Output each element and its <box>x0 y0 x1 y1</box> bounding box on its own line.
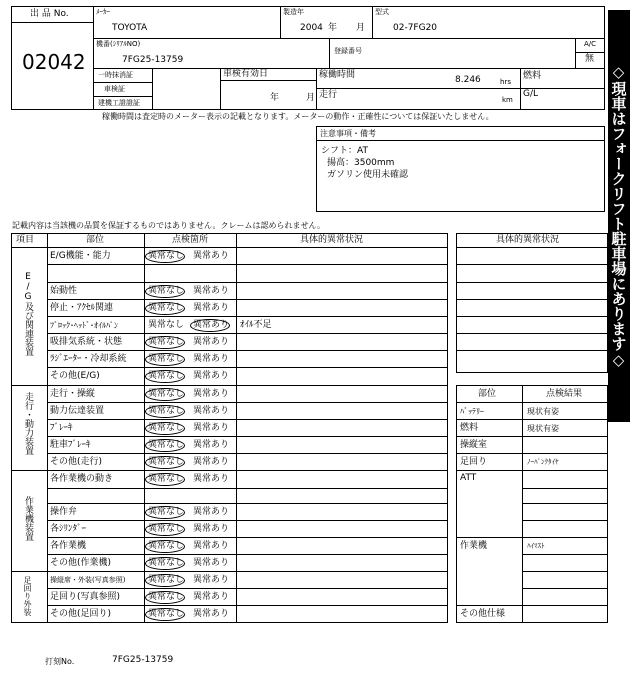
notes-label: 注意事項・備考 <box>320 129 376 138</box>
divider <box>522 588 608 589</box>
divider <box>456 264 608 265</box>
divider <box>11 385 448 386</box>
check-circle-mark <box>145 506 185 519</box>
hours-label: 稼働時間 <box>319 70 356 80</box>
right-battery-value: 現状有姿 <box>527 407 559 416</box>
right-battery: ﾊﾞｯﾃﾘｰ <box>460 407 484 416</box>
notes-line-3: ガソリン使用未確認 <box>327 170 409 180</box>
maker-label: ﾒｰｶｰ <box>96 8 110 16</box>
check-circle-mark <box>145 370 185 383</box>
header-part: 部位 <box>86 235 105 245</box>
shaken-label: 車検証 <box>104 85 125 93</box>
check-normal-yes: 異常あり <box>193 592 230 602</box>
divider <box>456 453 608 454</box>
row-cabin-exterior: 操縦席・外装(写真参照) <box>50 576 126 584</box>
divider <box>220 68 221 110</box>
divider <box>93 38 605 39</box>
insp-year-unit: 年 <box>270 93 280 103</box>
row-block-head: ﾌﾞﾛｯｸ･ﾍｯﾄﾞ･ｵｲﾙﾊﾟﾝ <box>50 321 118 330</box>
hours-unit: hrs <box>500 78 511 86</box>
check-normal-none: 異常なし <box>148 320 185 330</box>
right-part-label: 部位 <box>478 389 497 399</box>
group-work: 作業機装置 <box>23 496 33 541</box>
divider <box>575 38 576 68</box>
row-intake-exhaust: 吸排気系統・状態 <box>50 337 123 347</box>
check-circle-mark <box>145 591 185 604</box>
check-circle-mark <box>145 540 185 553</box>
disclaimer-quality: 記載内容は当該機の品質を保証するものではありません。クレームは認められません。 <box>12 221 325 230</box>
divider <box>47 554 448 555</box>
group-foot: 足回り外装 <box>23 576 32 616</box>
check-circle-mark <box>145 302 185 315</box>
divider <box>11 571 448 572</box>
check-normal-none: 異常なし <box>148 575 185 585</box>
check-normal-none: 異常なし <box>148 592 185 602</box>
divider <box>47 316 448 317</box>
divider <box>11 22 93 23</box>
check-circle-mark <box>145 353 185 366</box>
mileage-label: 走行 <box>319 90 338 100</box>
check-normal-yes: 異常あり <box>193 251 230 261</box>
divider <box>47 282 448 283</box>
check-circle-mark <box>145 250 185 263</box>
check-normal-none: 異常なし <box>148 524 185 534</box>
divider <box>316 68 317 110</box>
check-circle-mark <box>145 285 185 298</box>
divider <box>47 333 448 334</box>
divider <box>47 488 448 489</box>
ac-label: A/C <box>584 40 597 48</box>
check-normal-yes: 異常あり <box>193 423 230 433</box>
check-normal-none: 異常なし <box>148 251 185 261</box>
divider <box>47 588 448 589</box>
divider <box>456 350 608 351</box>
row-undercarriage: 足回り(写真参照) <box>50 592 121 602</box>
check-normal-yes: 異常あり <box>193 575 230 585</box>
check-normal-yes: 異常あり <box>193 337 230 347</box>
divider <box>456 470 608 471</box>
check-normal-none: 異常なし <box>148 440 185 450</box>
row-block-head-detail: ｵｲﾙ不足 <box>240 320 272 330</box>
row-driving: 走行・操縦 <box>50 389 96 399</box>
row-other-eg: その他(E/G) <box>50 371 100 381</box>
check-normal-yes: 異常あり <box>193 354 230 364</box>
reg-label: 登録番号 <box>334 47 362 55</box>
check-normal-none: 異常なし <box>148 558 185 568</box>
divider <box>522 488 608 489</box>
divider <box>47 367 448 368</box>
right-cabin: 操縦室 <box>460 440 488 450</box>
inspection-label: 車検有効日 <box>223 69 269 79</box>
right-work: 作業機 <box>460 541 488 551</box>
divider <box>456 402 608 403</box>
check-normal-yes: 異常あり <box>193 558 230 568</box>
divider <box>372 6 373 38</box>
right-work-value: ﾊｲﾏｽﾄ <box>527 542 545 550</box>
check-normal-yes: 異常あり <box>193 457 230 467</box>
check-normal-yes: 異常あり <box>193 609 230 619</box>
divider <box>236 233 237 623</box>
divider <box>329 38 330 68</box>
divider <box>93 6 94 110</box>
check-normal-yes: 異常あり <box>193 371 230 381</box>
right-fuel: 燃料 <box>460 423 479 433</box>
check-normal-yes: 異常あり <box>193 286 230 296</box>
header-check: 点検箇所 <box>172 235 209 245</box>
machine-cert-label: 建機工證證証 <box>98 99 140 107</box>
hours-value: 8.246 <box>455 75 481 85</box>
divider <box>280 6 281 38</box>
divider <box>316 140 605 141</box>
check-circle-mark <box>145 473 185 486</box>
divider <box>456 316 608 317</box>
serial-label: 機番(ｼﾘｱﾙNO) <box>96 40 141 48</box>
lot-label: 出 品 No. <box>30 9 69 19</box>
fuel-label: 燃料 <box>523 71 542 81</box>
row-other-work: その他(作業機) <box>50 558 112 568</box>
check-normal-none: 異常なし <box>148 371 185 381</box>
divider <box>47 453 448 454</box>
divider <box>47 299 448 300</box>
header-detail: 具体的異常状況 <box>300 235 364 245</box>
insp-month-unit: 月 <box>306 93 316 103</box>
year-unit: 年 <box>328 23 338 33</box>
row-brake: ﾌﾞﾚｰｷ <box>50 423 73 433</box>
divider <box>456 299 608 300</box>
check-normal-yes: 異常あり <box>193 507 230 517</box>
check-normal-yes: 異常あり <box>193 406 230 416</box>
divider <box>47 233 48 623</box>
divider <box>456 333 608 334</box>
maker-value: TOYOTA <box>112 23 148 33</box>
check-circle-mark <box>145 574 185 587</box>
divider <box>522 503 608 504</box>
row-other-foot: その他(足回り) <box>50 609 112 619</box>
notes-line-2: 揚高：3500mm <box>327 158 395 168</box>
right-foot-value: ﾉｰﾊﾟﾝｸﾀｲﾔ <box>527 458 559 466</box>
row-work-machine: 各作業機 <box>50 541 87 551</box>
check-normal-none: 異常なし <box>148 507 185 517</box>
check-circle-mark <box>145 439 185 452</box>
divider <box>47 419 448 420</box>
temp-cert-label: 一時抹消証 <box>98 71 133 79</box>
check-circle-mark <box>145 523 185 536</box>
footer-label: 打刻No. <box>45 657 75 666</box>
check-normal-none: 異常なし <box>148 457 185 467</box>
fuel-value: G/L <box>523 89 539 99</box>
check-normal-yes: 異常あり <box>193 320 230 330</box>
month-unit: 月 <box>356 23 366 33</box>
row-work-motion: 各作業機の動き <box>50 474 114 484</box>
row-eg-function: E/G機能・能力 <box>50 251 111 261</box>
row-parking-brake: 駐車ﾌﾞﾚｰｷ <box>50 440 91 450</box>
check-circle-mark <box>145 608 185 621</box>
row-power-transmission: 動力伝達装置 <box>50 406 105 416</box>
check-normal-yes: 異常あり <box>193 541 230 551</box>
year-value: 2004 <box>300 23 323 33</box>
divider <box>456 247 608 248</box>
divider <box>152 68 153 110</box>
divider <box>520 68 521 110</box>
km-unit: km <box>502 96 513 104</box>
row-radiator: ﾗｼﾞｴｰﾀｰ・冷却系統 <box>50 354 127 364</box>
right-foot: 足回り <box>460 457 488 467</box>
divider <box>522 554 608 555</box>
footer-value: 7FG25-13759 <box>112 655 174 665</box>
check-circle-mark <box>145 557 185 570</box>
header-item: 項目 <box>16 235 35 245</box>
check-normal-none: 異常なし <box>148 406 185 416</box>
row-cylinders: 各ｼﾘﾝﾀﾞｰ <box>50 524 87 534</box>
divider <box>47 402 448 403</box>
model-label: 型式 <box>375 8 389 16</box>
model-value: 02-7FG20 <box>393 23 438 33</box>
check-normal-none: 異常なし <box>148 354 185 364</box>
row-stop-accel: 停止・ｱｸｾﾙ関連 <box>50 303 114 313</box>
check-normal-none: 異常なし <box>148 337 185 347</box>
right-detail-table <box>456 233 608 373</box>
year-label: 製造年 <box>283 8 304 16</box>
disclaimer-hours: 稼働時間は査定時のメーター表示の記載となります。メーターの動作・正確性については保証いたしません。 <box>102 112 494 121</box>
row-startup: 始動性 <box>50 286 78 296</box>
lot-number: 02042 <box>22 50 86 74</box>
check-circle-mark <box>145 422 185 435</box>
location-banner: ◇現車はフォークリフト駐車場にあります◇ <box>608 10 630 422</box>
check-normal-none: 異常なし <box>148 474 185 484</box>
divider <box>47 520 448 521</box>
check-circle-mark <box>190 319 230 332</box>
notes-line-1: シフト：AT <box>321 146 368 156</box>
right-att: ATT <box>460 473 477 483</box>
divider <box>456 605 608 606</box>
check-normal-yes: 異常あり <box>193 440 230 450</box>
check-circle-mark <box>145 336 185 349</box>
check-normal-none: 異常なし <box>148 389 185 399</box>
divider <box>316 88 605 89</box>
check-normal-none: 異常なし <box>148 286 185 296</box>
row-other-run: その他(走行) <box>50 457 103 467</box>
divider <box>522 571 608 572</box>
group-run: 走行・動力装置 <box>23 392 33 455</box>
check-normal-yes: 異常あり <box>193 524 230 534</box>
divider <box>522 520 608 521</box>
group-eg: E/G及び関連装置 <box>23 272 33 356</box>
right-result-label: 点検結果 <box>546 389 583 399</box>
right-fuel-value: 現状有姿 <box>527 424 559 433</box>
ac-value: 無 <box>585 54 595 64</box>
divider <box>47 537 448 538</box>
divider <box>11 247 448 248</box>
serial-value: 7FG25-13759 <box>122 55 184 65</box>
divider <box>456 419 608 420</box>
check-normal-none: 異常なし <box>148 541 185 551</box>
divider <box>47 436 448 437</box>
divider <box>47 264 448 265</box>
right-other-spec: その他仕様 <box>460 609 506 619</box>
check-circle-mark <box>145 405 185 418</box>
divider <box>456 537 608 538</box>
check-normal-none: 異常なし <box>148 423 185 433</box>
check-normal-yes: 異常あり <box>193 303 230 313</box>
row-control-valve: 操作弁 <box>50 507 78 517</box>
divider <box>456 436 608 437</box>
divider <box>47 350 448 351</box>
right-detail-label: 具体的異常状況 <box>496 235 560 245</box>
divider <box>11 470 448 471</box>
divider <box>47 605 448 606</box>
check-normal-yes: 異常あり <box>193 389 230 399</box>
divider <box>456 282 608 283</box>
check-normal-yes: 異常あり <box>193 474 230 484</box>
check-normal-none: 異常なし <box>148 303 185 313</box>
check-circle-mark <box>145 456 185 469</box>
divider <box>47 503 448 504</box>
check-normal-none: 異常なし <box>148 609 185 619</box>
check-circle-mark <box>145 388 185 401</box>
